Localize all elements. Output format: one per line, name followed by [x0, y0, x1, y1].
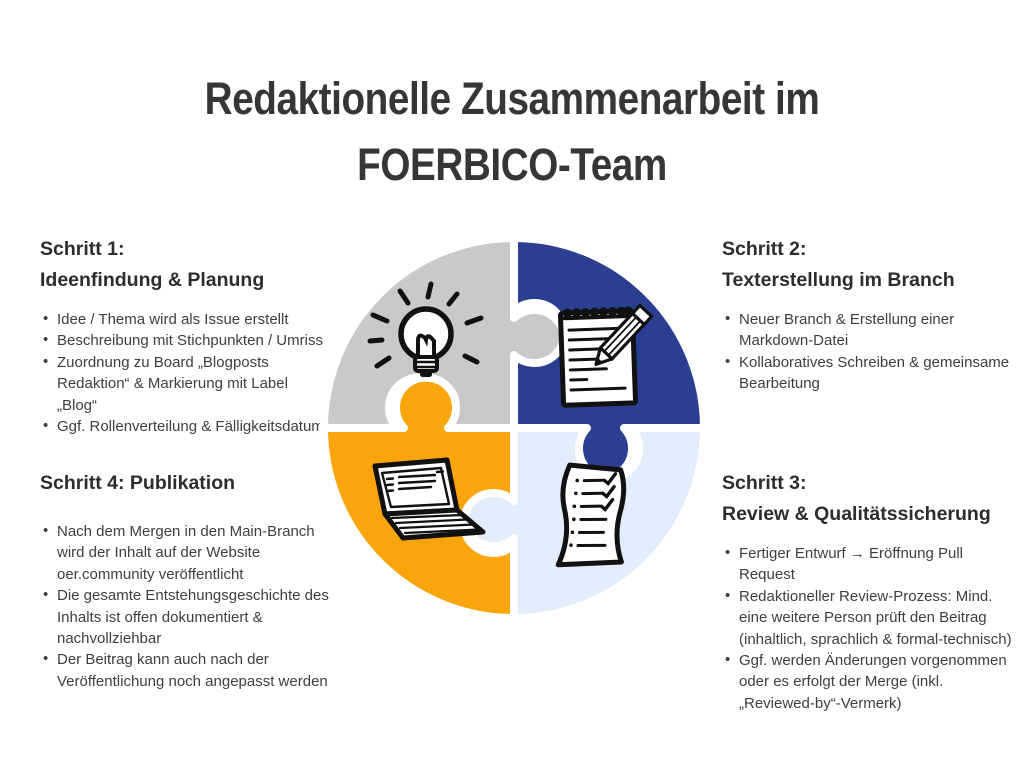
step-4-publication	[40, 468, 340, 692]
step-2-heading	[722, 234, 1014, 296]
step-3-review	[722, 468, 1022, 714]
step-1-heading	[40, 234, 332, 296]
step-1-bullet-list	[40, 309, 332, 437]
step-3-heading-line1: Schritt 3:	[722, 472, 807, 494]
step-3-bullet-list	[722, 543, 1022, 714]
bullet-item: • Ggf. Rollenverteilung & Fälligkeitsdatum	[57, 416, 332, 437]
bullet-item: • Der Beitrag kann auch nach der Veröffentlichung noch angepasst werden	[57, 649, 340, 692]
bullet-item: • Idee / Thema wird als Issue erstellt	[57, 309, 332, 330]
checklist-icon	[558, 465, 624, 567]
bullet-item: • Fertiger Entwurf → Eröffnung Pull Request	[739, 543, 1022, 586]
page-title	[72, 66, 953, 198]
bullet-item: • Kollaboratives Schreiben & gemeinsame Bearbeitung	[739, 352, 1014, 395]
step-2-heading-line1: Schritt 2:	[722, 238, 807, 260]
page-title-line1: Redaktionelle Zusammenarbeit im	[204, 73, 820, 125]
step-2-heading-line2: Texterstellung im Branch	[722, 269, 955, 291]
page-title-line2: FOERBICO-Team	[357, 139, 667, 191]
step-4-heading-line1: Schritt 4: Publikation	[40, 472, 236, 494]
bullet-item: • Beschreibung mit Stichpunkten / Umriss	[57, 330, 332, 351]
step-3-heading-line2: Review & Qualitätssicherung	[722, 503, 991, 525]
bullet-item: • Redaktioneller Review-Prozess: Mind. eine weitere Person prüft den Beitrag (inhaltlich, sprachlich & formal-technisch)	[739, 586, 1022, 650]
step-4-heading	[40, 468, 340, 499]
step-2-writing	[722, 234, 1014, 395]
step-1-heading-line2: Ideenfindung & Planung	[40, 269, 265, 291]
step-1-heading-line1: Schritt 1:	[40, 238, 125, 260]
step-3-heading	[722, 468, 1022, 530]
puzzle-graphic	[319, 233, 709, 623]
step-1-ideation	[40, 234, 332, 437]
bullet-item: • Zuordnung zu Board „Blogposts Redaktion“ & Markierung mit Label „Blog“	[57, 352, 332, 416]
bullet-item: • Die gesamte Entstehungsgeschichte des Inhalts ist offen dokumentiert & nachvollziehbar	[57, 585, 340, 649]
step-2-bullet-list	[722, 309, 1014, 395]
bullet-item: • Nach dem Mergen in den Main-Branch wird der Inhalt auf der Website oer.community veröffentlicht	[57, 521, 340, 585]
step-4-bullet-list	[40, 521, 340, 692]
bullet-item: • Neuer Branch & Erstellung einer Markdown-Datei	[739, 309, 1014, 352]
bullet-item: • Ggf. werden Änderungen vorgenommen oder es erfolgt der Merge (inkl. „Reviewed-by“-Vermerk)	[739, 650, 1022, 714]
